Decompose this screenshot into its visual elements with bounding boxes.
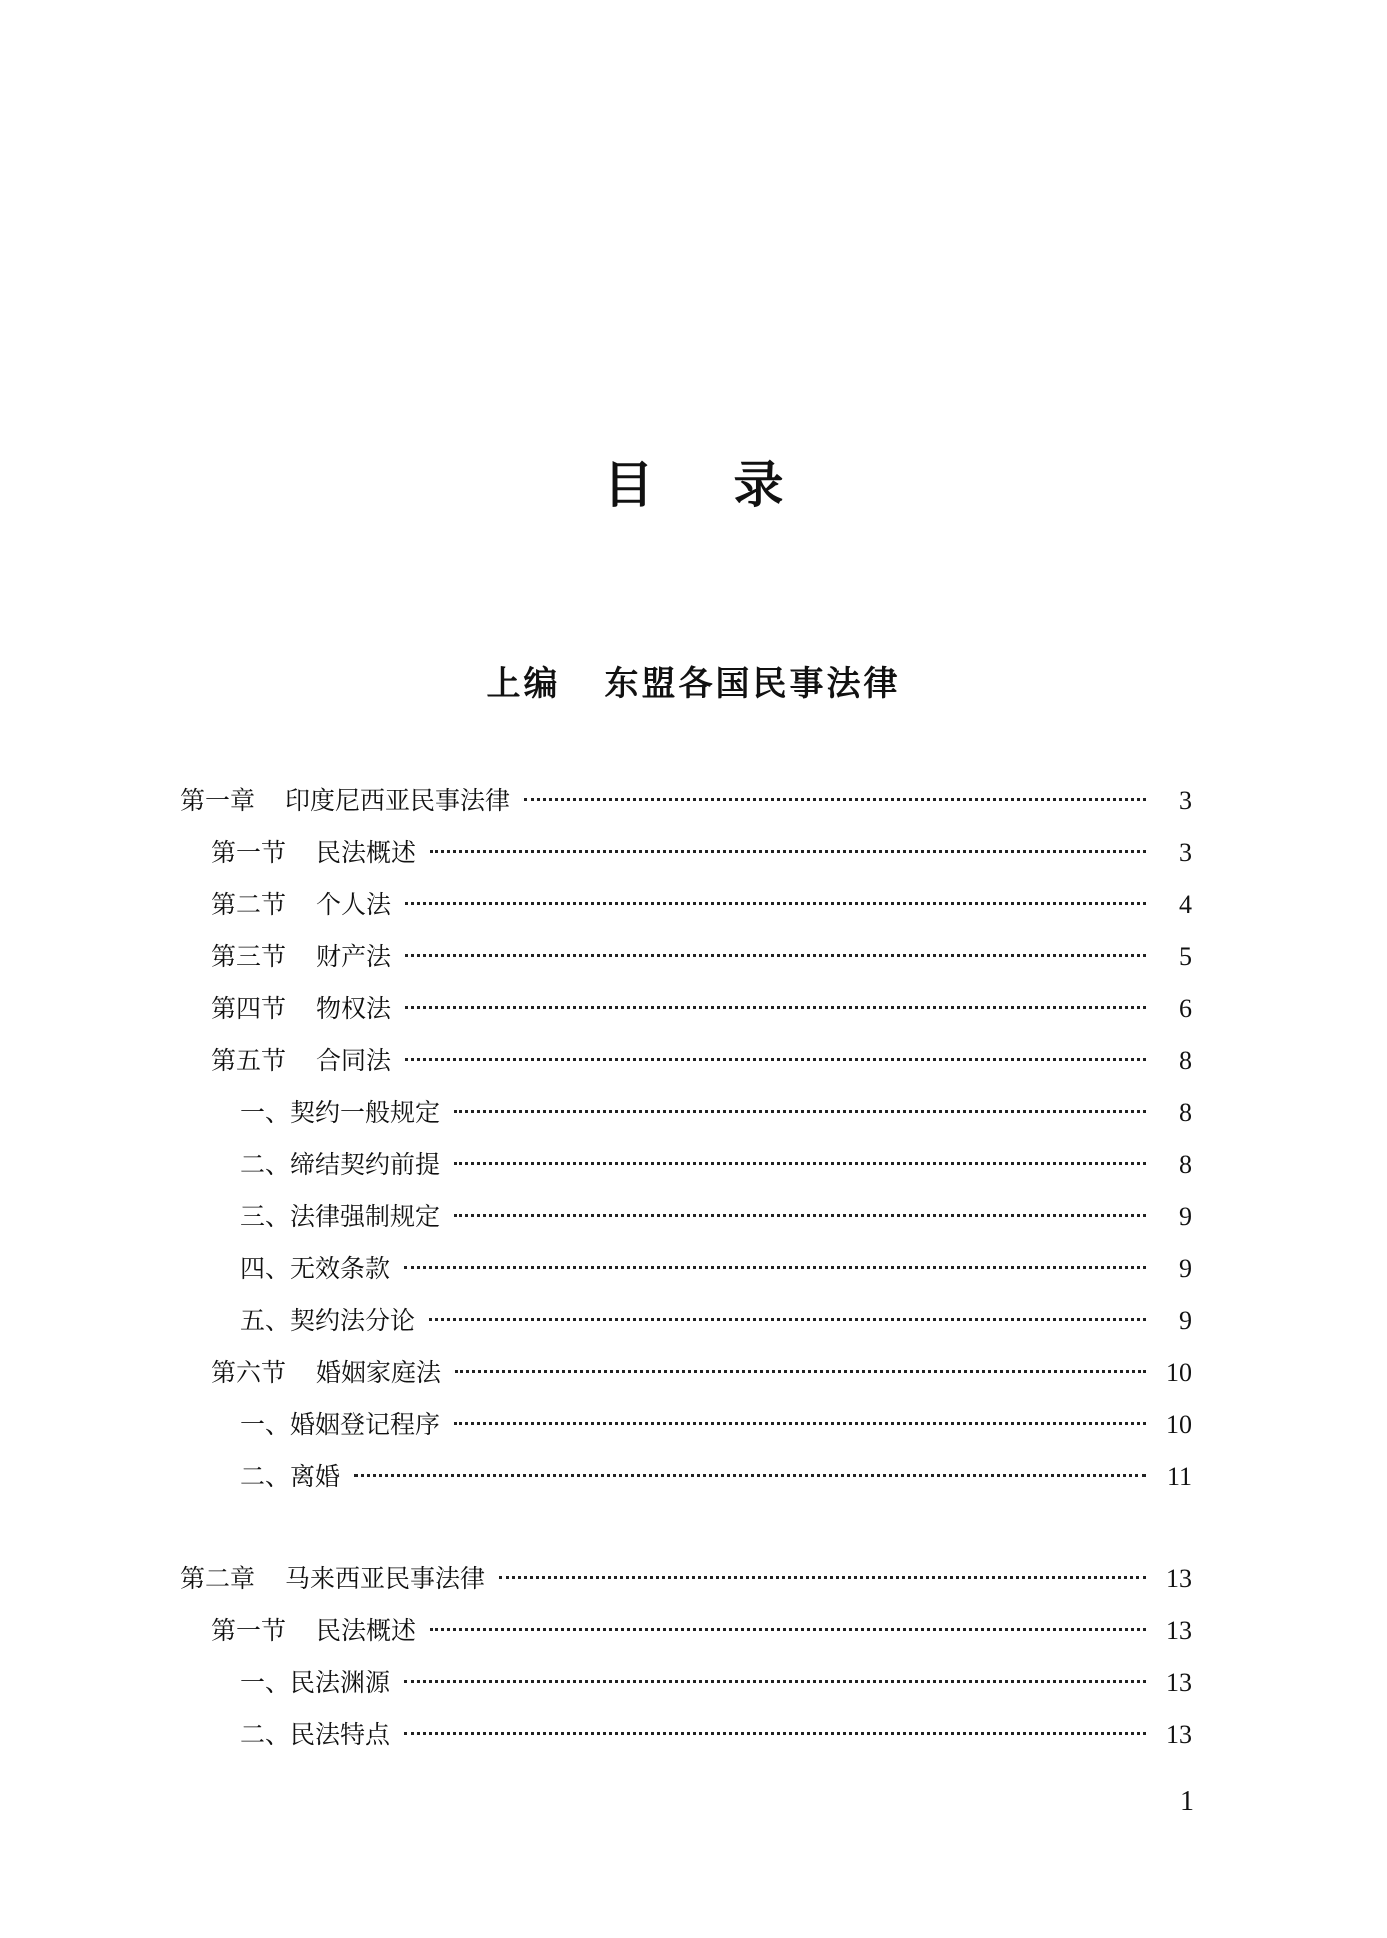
toc-heading: 目录: [603, 456, 864, 514]
entry-title: 合同法: [316, 1046, 392, 1075]
entry-number: 第一节: [211, 838, 287, 867]
dot-leader: [404, 1732, 1146, 1735]
toc-item-entry[interactable]: [180, 1451, 1192, 1503]
entry-page-number: 13: [1166, 1720, 1192, 1749]
entry-number: 二、: [240, 1720, 291, 1749]
entry-number: 第二节: [211, 890, 287, 919]
entry-title: 契约法分论: [290, 1306, 416, 1335]
toc-item-entry[interactable]: [180, 1139, 1192, 1191]
entry-page-number: 8: [1179, 1150, 1192, 1179]
toc-item-entry[interactable]: [180, 1657, 1192, 1709]
entry-number: 第五节: [211, 1046, 287, 1075]
entry-number: 第四节: [211, 994, 287, 1023]
dot-leader: [430, 850, 1146, 853]
entry-number: 一、: [240, 1098, 291, 1127]
entry-page-number: 13: [1166, 1564, 1192, 1593]
dot-leader: [404, 1266, 1146, 1269]
toc-list: [180, 775, 1192, 1761]
dot-leader: [499, 1576, 1146, 1579]
dot-leader: [454, 1422, 1146, 1425]
toc-item-entry[interactable]: [180, 1295, 1192, 1347]
toc-section-entry[interactable]: [180, 1035, 1192, 1087]
entry-page-number: 10: [1166, 1358, 1192, 1387]
entry-page-number: 6: [1179, 994, 1192, 1023]
entry-page-number: 3: [1179, 786, 1192, 815]
toc-section-entry[interactable]: [180, 827, 1192, 879]
dot-leader: [354, 1474, 1146, 1477]
dot-leader: [405, 1058, 1146, 1061]
entry-page-number: 11: [1166, 1462, 1192, 1491]
entry-number: 五、: [240, 1306, 291, 1335]
entry-title: 马来西亚民事法律: [285, 1564, 486, 1593]
dot-leader: [524, 798, 1146, 801]
entry-page-number: 9: [1179, 1202, 1192, 1231]
entry-title: 民法概述: [316, 838, 417, 867]
toc-section-entry[interactable]: [180, 879, 1192, 931]
dot-leader: [404, 1680, 1146, 1683]
entry-title: 婚姻登记程序: [290, 1410, 441, 1439]
entry-title: 离婚: [290, 1462, 341, 1491]
entry-page-number: 8: [1179, 1046, 1192, 1075]
toc-section-entry[interactable]: [180, 983, 1192, 1035]
dot-leader: [455, 1370, 1146, 1373]
entry-title: 无效条款: [290, 1254, 391, 1283]
entry-title: 契约一般规定: [290, 1098, 441, 1127]
entry-number: 第一章: [180, 786, 256, 815]
entry-number: 二、: [240, 1150, 291, 1179]
entry-page-number: 9: [1179, 1254, 1192, 1283]
dot-leader: [454, 1110, 1146, 1113]
toc-section-entry[interactable]: [180, 1347, 1192, 1399]
entry-page-number: 13: [1166, 1668, 1192, 1697]
entry-title: 财产法: [316, 942, 392, 971]
entry-number: 四、: [240, 1254, 291, 1283]
entry-page-number: 4: [1179, 890, 1192, 919]
toc-item-entry[interactable]: [180, 1709, 1192, 1761]
entry-title: 法律强制规定: [290, 1202, 441, 1231]
toc-item-entry[interactable]: [180, 1191, 1192, 1243]
toc-chapter-entry[interactable]: [180, 775, 1192, 827]
entry-number: 第六节: [211, 1358, 287, 1387]
entry-page-number: 9: [1179, 1306, 1192, 1335]
entry-title: 缔结契约前提: [290, 1150, 441, 1179]
entry-page-number: 3: [1179, 838, 1192, 867]
dot-leader: [454, 1214, 1146, 1217]
dot-leader: [405, 902, 1146, 905]
dot-leader: [430, 1628, 1146, 1631]
dot-leader: [454, 1162, 1146, 1165]
toc-chapter-entry[interactable]: [180, 1553, 1192, 1605]
dot-leader: [429, 1318, 1146, 1321]
entry-number: 一、: [240, 1668, 291, 1697]
toc-item-entry[interactable]: [180, 1399, 1192, 1451]
part-title: [0, 662, 1387, 706]
entry-number: 第一节: [211, 1616, 287, 1645]
chapter-spacer: [180, 1503, 1192, 1553]
toc-section-entry[interactable]: [180, 931, 1192, 983]
page-number: 1: [1180, 1786, 1194, 1817]
entry-page-number: 5: [1179, 942, 1192, 971]
entry-title: 个人法: [316, 890, 392, 919]
entry-page-number: 13: [1166, 1616, 1192, 1645]
entry-title: 民法概述: [316, 1616, 417, 1645]
entry-number: 第三节: [211, 942, 287, 971]
entry-title: 婚姻家庭法: [316, 1358, 442, 1387]
dot-leader: [405, 954, 1146, 957]
toc-item-entry[interactable]: [180, 1243, 1192, 1295]
entry-number: 一、: [240, 1410, 291, 1439]
part-label: 上编: [486, 664, 561, 704]
entry-page-number: 10: [1166, 1410, 1192, 1439]
entry-title: 物权法: [316, 994, 392, 1023]
entry-page-number: 8: [1179, 1098, 1192, 1127]
entry-number: 二、: [240, 1462, 291, 1491]
entry-title: 民法特点: [290, 1720, 391, 1749]
entry-number: 第二章: [180, 1564, 256, 1593]
dot-leader: [405, 1006, 1146, 1009]
part-name: 东盟各国民事法律: [604, 664, 901, 704]
toc-item-entry[interactable]: [180, 1087, 1192, 1139]
toc-section-entry[interactable]: [180, 1605, 1192, 1657]
entry-title: 印度尼西亚民事法律: [285, 786, 511, 815]
entry-title: 民法渊源: [290, 1668, 391, 1697]
entry-number: 三、: [240, 1202, 291, 1231]
